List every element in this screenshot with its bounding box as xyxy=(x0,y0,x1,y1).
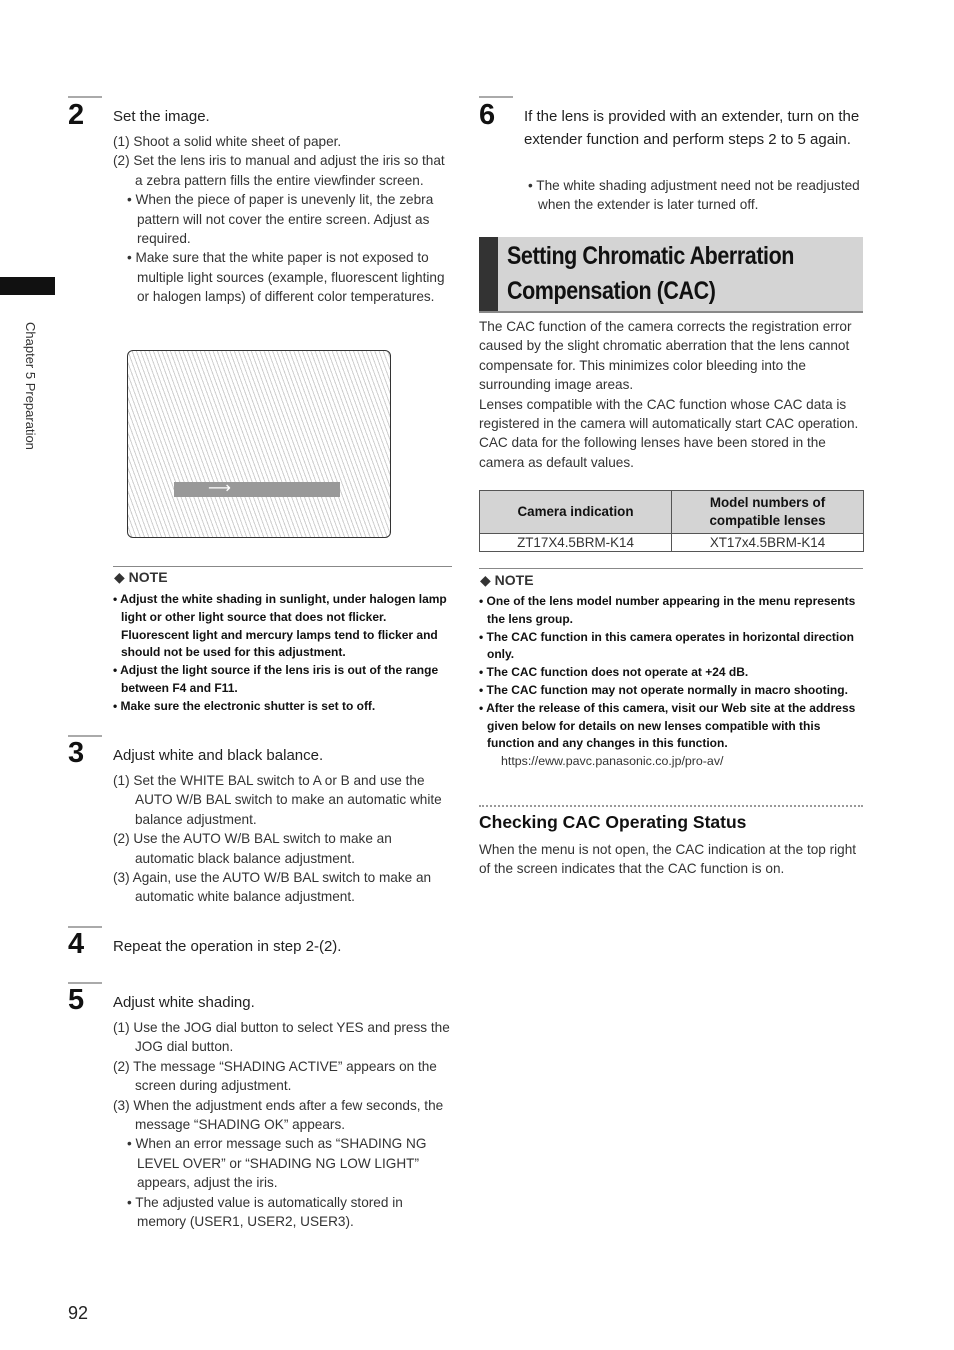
note-2-rule xyxy=(479,568,863,569)
step-5-bullet-2: • The adjusted value is automatically stored in memory (USER1, USER2, USER3). xyxy=(127,1194,403,1230)
step-5-bullet-1: • When an error message such as “SHADING NG LEVEL OVER” or “SHADING NG LOW LIGHT” appears, adjust the iris. xyxy=(127,1136,427,1191)
checking-cac-heading: Checking CAC Operating Status xyxy=(479,812,747,832)
table-header-row xyxy=(480,491,864,534)
section-divider xyxy=(479,805,863,807)
note-1-heading: ◆ NOTE xyxy=(114,569,168,585)
cac-paragraph-1: The CAC function of the camera corrects the registration error caused by the slight chromatic aberration that the lens cannot compensate for. This minimizes color bleeding into the surrounding image areas. xyxy=(479,319,852,393)
step-6-title: If the lens is provided with an extender, turn on the extender function and perform steps 2 to 5 again. xyxy=(524,108,860,148)
step-3-body xyxy=(113,771,453,907)
table-cell: XT17x4.5BRM-K14 xyxy=(672,534,864,552)
note-2-item: • The CAC function does not operate at +24 dB. xyxy=(479,665,749,680)
step-2-bullet-1: • When the piece of paper is unevenly lit, the zebra pattern will not cover the entire screen. Adjust as required. xyxy=(127,192,434,247)
note-2-heading: ◆ NOTE xyxy=(480,572,534,588)
cac-heading-box xyxy=(479,237,863,313)
step-6-bullet: • The white shading adjustment need not be readjusted when the extender is later turned off. xyxy=(528,178,860,213)
arrow-right-icon: ⟶ xyxy=(208,480,231,497)
chapter-label: Chapter 5 Preparation xyxy=(23,322,38,450)
step-4-number: 4 xyxy=(68,928,85,960)
table-row xyxy=(480,534,864,552)
step-3-item-3: (3) Again, use the AUTO W/B BAL switch to make an automatic white balance adjustment. xyxy=(113,870,432,905)
step-6-number: 6 xyxy=(479,99,496,131)
cac-paragraph-2: Lenses compatible with the CAC function whose CAC data is registered in the camera will automatically start CAC operation. xyxy=(479,396,859,432)
table-header-camera-indication: Camera indication xyxy=(480,491,672,534)
table-header-model-numbers: Model numbers of compatible lenses xyxy=(672,491,864,534)
step-3-item-2: (2) Use the AUTO W/B BAL switch to make an automatic black balance adjustment. xyxy=(113,831,392,866)
step-2-bullet-2: • Make sure that the white paper is not exposed to multiple light sources (example, fluorescent lighting or halogen lamps) of different color temperatures. xyxy=(127,250,445,305)
step-5-item-1: (1) Use the JOG dial button to select YES and press the JOG dial button. xyxy=(113,1020,450,1055)
step-5-item-2: (2) The message “SHADING ACTIVE” appears on the screen during adjustment. xyxy=(113,1058,437,1094)
note-2-item: • The CAC function may not operate normally in macro shooting. xyxy=(479,682,848,697)
step-2-title: Set the image. xyxy=(113,108,210,125)
note-1-item: • Adjust the light source if the lens iris is out of the range between F4 and F11. xyxy=(113,663,439,695)
note-1-item: • Make sure the electronic shutter is set to off. xyxy=(113,698,376,713)
step-5-title: Adjust white shading. xyxy=(113,994,255,1011)
note-2-item: • The CAC function in this camera operates in horizontal direction only. xyxy=(479,629,854,662)
note-1-item: • Adjust the white shading in sunlight, under halogen lamp light or other light source that does not flicker. Fluorescent light and mercury lamps tend to flicker and should not be used for this adjustment. xyxy=(113,592,447,660)
cac-paragraph-3: CAC data for the following lenses have been stored in the camera as default values. xyxy=(479,435,826,470)
cac-lens-table-wrap xyxy=(479,490,864,552)
note-2-item: • One of the lens model number appearing in the menu represents the lens group. xyxy=(479,594,856,626)
step-4-title: Repeat the operation in step 2-(2). xyxy=(113,938,342,955)
table-cell: ZT17X4.5BRM-K14 xyxy=(480,534,672,552)
note-1-list xyxy=(113,591,451,716)
note-1-rule xyxy=(113,566,452,567)
step-5-body xyxy=(113,1018,455,1231)
step-2-rule xyxy=(68,96,102,98)
note-2-item: • After the release of this camera, visit our Web site at the address given below for details on new lenses compatible with this function and any changes in this function. xyxy=(479,700,856,751)
note-2-list xyxy=(479,593,861,770)
viewfinder-status-bar xyxy=(174,482,340,497)
step-2-body xyxy=(113,132,453,307)
step-2-item-2: (2) Set the lens iris to manual and adjust the iris so that a zebra pattern fills the entire viewfinder screen. xyxy=(113,153,445,188)
viewfinder-zebra-illustration xyxy=(127,350,391,538)
step-6-rule xyxy=(479,96,513,98)
step-2-number: 2 xyxy=(68,99,85,131)
cac-heading: Setting Chromatic Aberration Compensation (CAC) xyxy=(507,242,794,305)
heading-marker xyxy=(479,237,498,311)
step-5-item-3: (3) When the adjustment ends after a few seconds, the message “SHADING OK” appears. xyxy=(113,1097,444,1133)
page-number: 92 xyxy=(68,1303,89,1323)
chapter-tab-marker xyxy=(0,277,55,295)
step-3-number: 3 xyxy=(68,737,85,769)
checking-cac-text: When the menu is not open, the CAC indication at the top right of the screen indicates that the CAC function is on. xyxy=(479,842,857,877)
cac-lens-table xyxy=(479,490,864,552)
step-3-item-1: (1) Set the WHITE BAL switch to A or B and use the AUTO W/B BAL switch to make an automatic white balance adjustment. xyxy=(113,773,442,827)
step-3-title: Adjust white and black balance. xyxy=(113,747,324,764)
cac-body xyxy=(479,317,863,472)
panasonic-url-link[interactable]: https://eww.pavc.panasonic.co.jp/pro-av/ xyxy=(501,754,724,769)
step-2-item-1: (1) Shoot a solid white sheet of paper. xyxy=(113,134,342,149)
step-5-number: 5 xyxy=(68,984,85,1016)
